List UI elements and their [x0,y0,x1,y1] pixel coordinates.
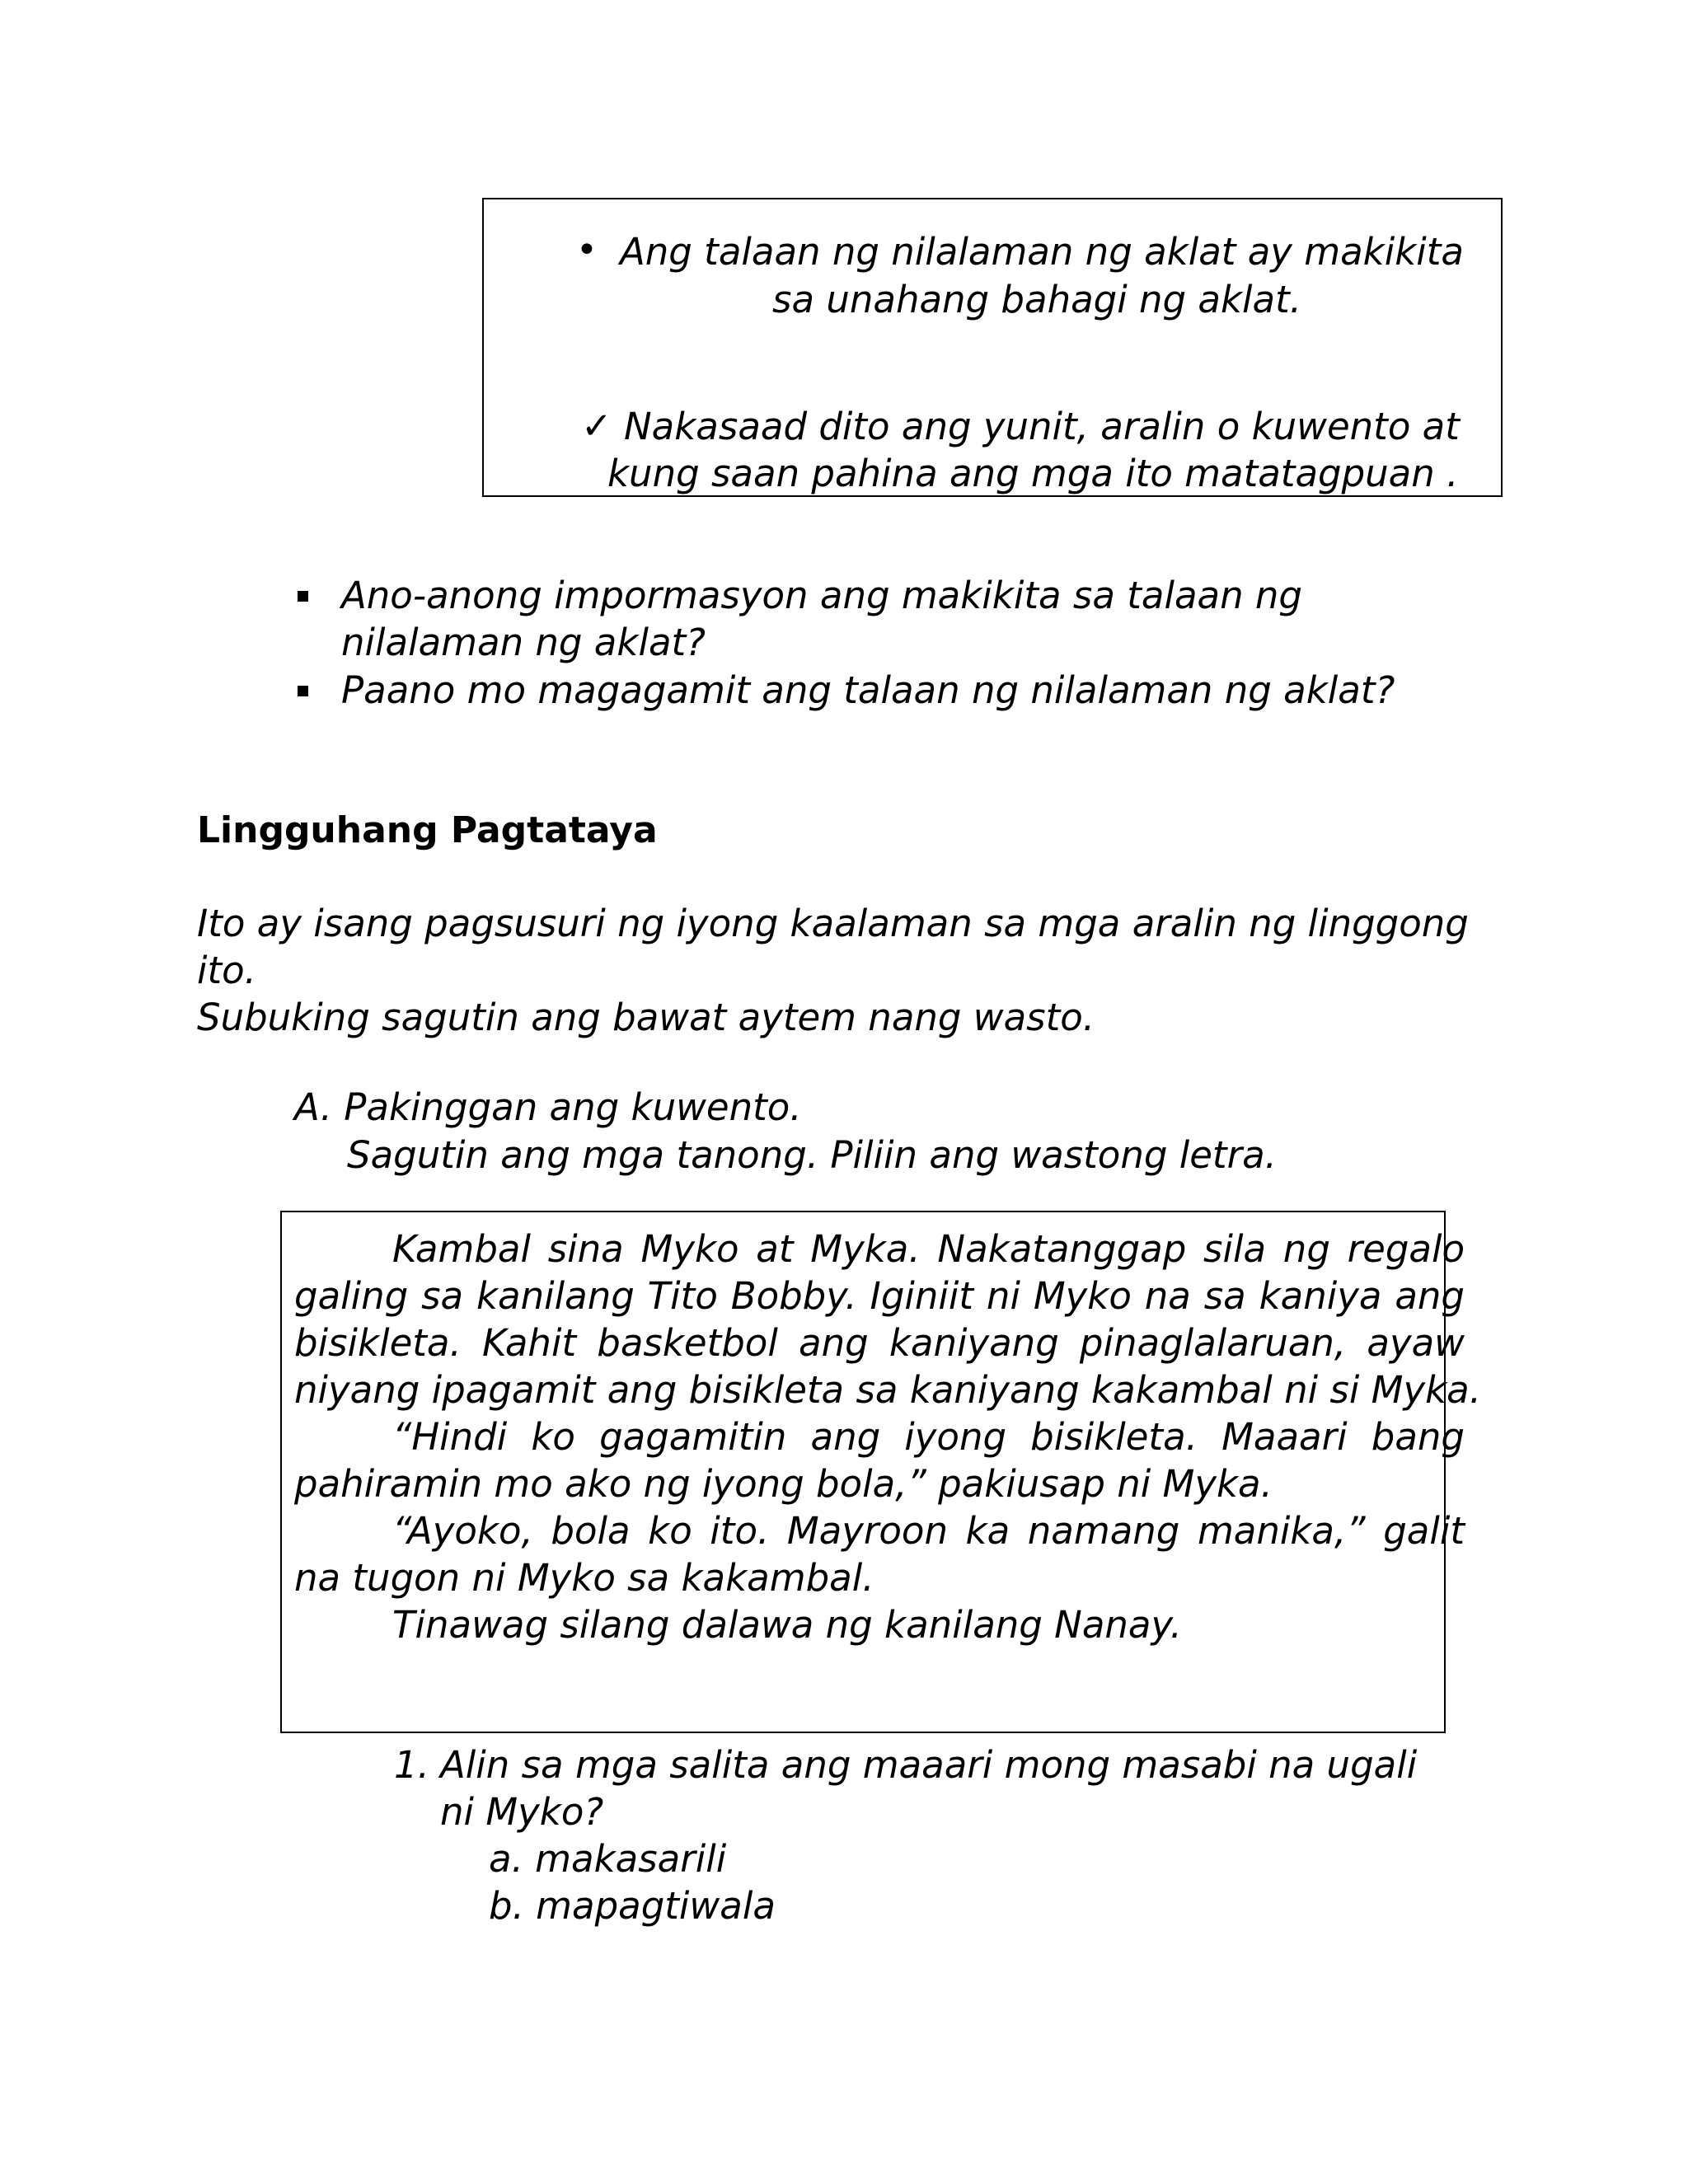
item-1-choice-b: b. mapagtiwala [489,1884,776,1928]
intro-line-1: Ito ay isang pagsusuri ng iyong kaalaman sa mga aralin ng linggong [197,902,1469,945]
note-check-line-1: Nakasaad dito ang yunit, aralin o kuwento at [624,405,1460,448]
intro-line-2: ito. [197,949,256,992]
part-a-instruction: Sagutin ang mga tanong. Piliin ang wastong letra. [347,1133,1277,1177]
note-box [482,198,1503,497]
checkmark-icon: ✓ [581,404,612,448]
note-bullet-line-1: Ang talaan ng nilalaman ng aklat ay makikita [620,230,1464,274]
question-1-line-1: Ano-anong impormasyon ang makikita sa talaan ng [341,574,1303,617]
square-bullet-icon [298,686,308,696]
question-1-line-2: nilalaman ng aklat? [341,621,706,664]
story-line: na tugon ni Myko sa kakambal. [294,1556,874,1600]
item-1-question-line-1: Alin sa mga salita ang maaari mong masabi na ugali [440,1743,1418,1787]
section-heading: Lingguhang Pagtataya [197,809,658,851]
part-a-title: A. Pakinggan ang kuwento. [294,1085,802,1129]
question-2: Paano mo magagamit ang talaan ng nilalaman ng aklat? [341,668,1395,712]
story-line: galing sa kanilang Tito Bobby. Iginiit ni Myko na sa kaniya ang [294,1274,1465,1318]
note-bullet-line-2: sa unahang bahagi ng aklat. [772,278,1302,321]
story-line: bisikleta. Kahit basketbol ang kaniyang pinaglalaruan, ayaw [294,1321,1465,1365]
story-line: Tinawag silang dalawa ng kanilang Nanay. [392,1603,1182,1647]
story-line: Kambal sina Myko at Myka. Nakatanggap sila ng regalo [392,1227,1465,1271]
story-line: pahiramin mo ako ng iyong bola,” pakiusap ni Myka. [294,1462,1273,1506]
story-line: niyang ipagamit ang bisikleta sa kaniyang kakambal ni si Myka. [294,1368,1482,1412]
square-bullet-icon [298,591,308,602]
item-1-question-line-2: ni Myko? [440,1790,604,1834]
item-1-choice-a: a. makasarili [489,1837,727,1881]
intro-line-3: Subuking sagutin ang bawat aytem nang wasto. [197,996,1095,1039]
item-1-number: 1. [394,1743,429,1787]
note-check-line-2: kung saan pahina ang mga ito matatagpuan . [607,452,1459,495]
bullet-icon: • [576,229,598,271]
story-line: “Ayoko, bola ko ito. Mayroon ka namang manika,” galit [392,1509,1465,1553]
story-line: “Hindi ko gagamitin ang iyong bisikleta. Maaari bang [392,1415,1465,1459]
